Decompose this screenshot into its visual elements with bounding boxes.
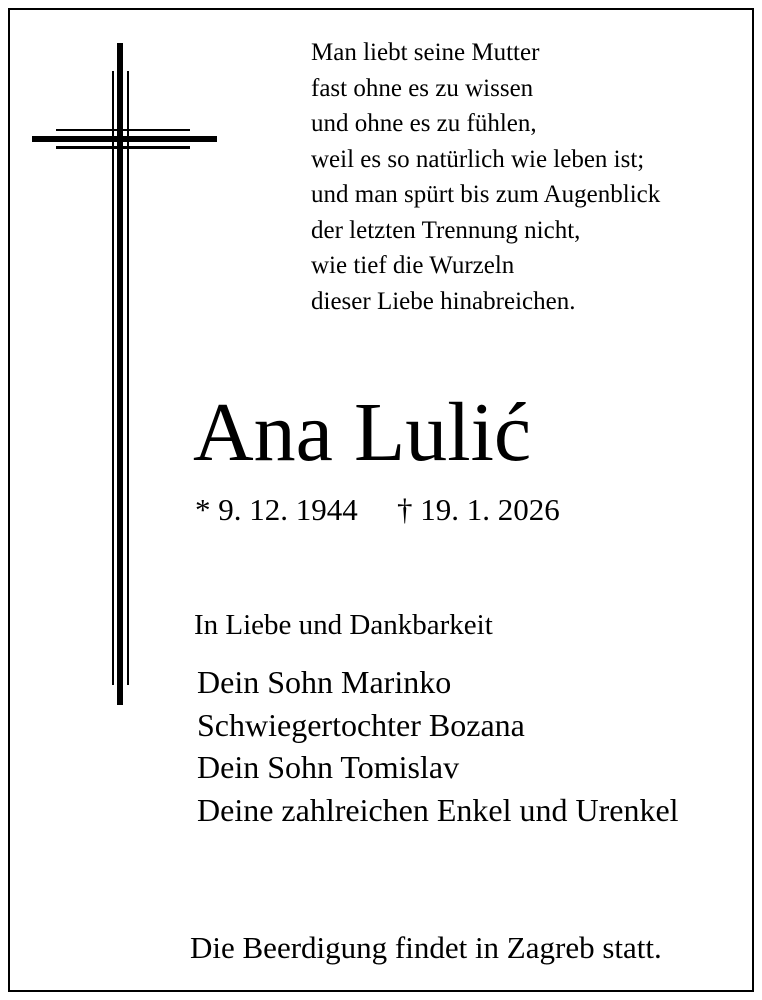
birth-star-icon: * xyxy=(195,492,211,527)
poem-line: wie tief die Wurzeln xyxy=(311,252,515,279)
poem-line: und man spürt bis zum Augenblick xyxy=(311,181,661,208)
cross-horizontal-thick-bar xyxy=(32,136,217,142)
death-cross-icon: † xyxy=(397,492,413,527)
poem-line: weil es so natürlich wie leben ist; xyxy=(311,145,645,173)
death-date-value: 19. 1. 2026 xyxy=(420,492,560,527)
poem-line: dieser Liebe hinabreichen. xyxy=(311,287,576,315)
tribute-line: In Liebe und Dankbarkeit xyxy=(194,609,493,641)
cross-horizontal-thin-bottom-bar xyxy=(56,146,190,149)
poem-line: und ohne es zu fühlen, xyxy=(311,110,537,137)
mourner-line: Deine zahlreichen Enkel und Urenkel xyxy=(197,792,679,829)
cross-vertical-thin-right-bar xyxy=(127,71,130,685)
funeral-info: Die Beerdigung findet in Zagreb statt. xyxy=(190,930,662,965)
mourner-line: Dein Sohn Tomislav xyxy=(197,749,460,786)
death-date xyxy=(397,494,560,525)
poem-line: der letzten Trennung nicht, xyxy=(311,216,581,244)
memorial-poem xyxy=(311,35,660,319)
mourner-line: Dein Sohn Marinko xyxy=(197,664,452,700)
cross-vertical-thick-bar xyxy=(117,43,123,705)
poem-line: Man liebt seine Mutter xyxy=(311,39,540,66)
birth-date xyxy=(195,494,358,525)
birth-date-value: 9. 12. 1944 xyxy=(218,492,358,527)
deceased-name: Ana Lulić xyxy=(193,386,532,479)
cross-horizontal-thin-top-bar xyxy=(56,129,190,132)
poem-line: fast ohne es zu wissen xyxy=(311,74,534,102)
cross-vertical-thin-left-bar xyxy=(112,71,115,685)
mourner-line: Schwiegertochter Bozana xyxy=(197,706,525,743)
mourners-list xyxy=(197,661,679,832)
